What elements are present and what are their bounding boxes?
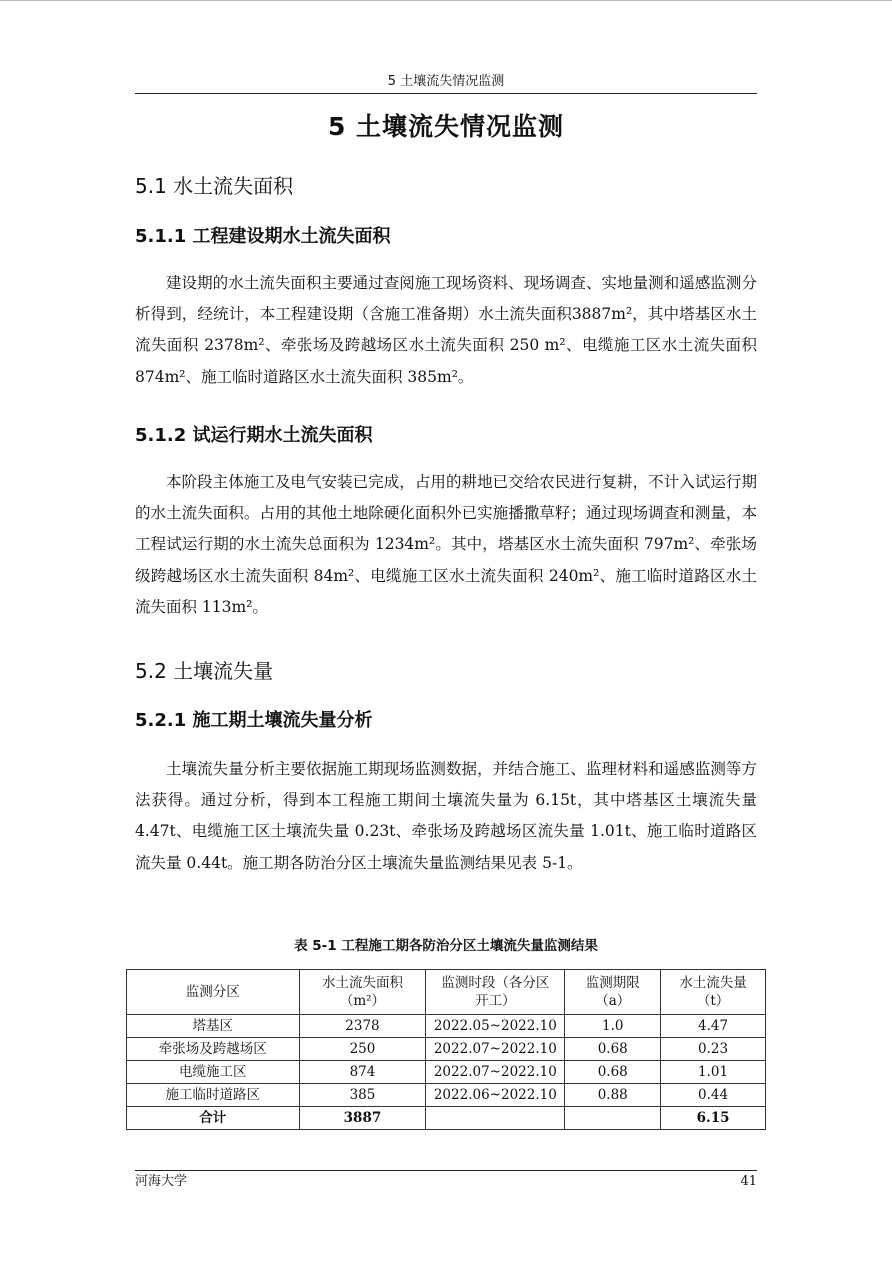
paragraph-soil-loss-analysis: 土壤流失量分析主要依据施工期现场监测数据，并结合施工、监理材料和遥感监测等方法获得。通过分析，得到本工程施工期间土壤流失量为 6.15t，其中塔基区土壤流失量 4.47t、电缆施工区土壤流失量 0.23t、牵张场及跨越场区流失量 1.01t、施工临时道路区流失量 0.44t。施工期各防治分区土壤流失量监测结果见表 5-1。 <box>135 760 757 872</box>
chapter-title: 5 土壤流失情况监测 <box>327 112 565 141</box>
page-top-border <box>0 0 892 1</box>
cell-total-label: 合计 <box>127 1107 300 1130</box>
section-heading-5-1-2: 5.1.2 试运行期水土流失面积 <box>135 425 373 446</box>
cell-loss: 0.23 <box>661 1038 766 1061</box>
cell-area: 385 <box>299 1084 426 1107</box>
section-heading-5-1-1: 5.1.1 工程建设期水土流失面积 <box>135 226 391 247</box>
header-rule <box>135 93 757 94</box>
cell-total-limit <box>565 1107 661 1130</box>
cell-loss: 1.01 <box>661 1061 766 1084</box>
cell-area: 874 <box>299 1061 426 1084</box>
cell-period: 2022.06~2022.10 <box>426 1084 565 1107</box>
paragraph-trial-operation-area: 本阶段主体施工及电气安装已完成，占用的耕地已交给农民进行复耕，不计入试运行期的水土流失面积。占用的其他土地除硬化面积外已实施播撒草籽；通过现场调查和测量，本工程试运行期的水土流失总面积为 1234m²。其中，塔基区水土流失面积 797m²、牵张场级跨越场区水土流失面积 84m²、电缆施工区水土流失面积 240m²、施工临时道路区水土流失面积 113m²。 <box>135 473 757 616</box>
footer-institution: 河海大学 <box>135 1174 188 1189</box>
header-loss: 水土流失量 （t） <box>661 970 766 1015</box>
section-heading-5-1: 5.1 水土流失面积 <box>135 174 294 198</box>
cell-limit: 1.0 <box>565 1015 661 1038</box>
running-header: 5 土壤流失情况监测 <box>387 74 505 89</box>
paragraph-construction-area: 建设期的水土流失面积主要通过查阅施工现场资料、现场调查、实地量测和遥感监测分析得到，经统计，本工程建设期（含施工准备期）水土流失面积3887m²，其中塔基区水土流失面积 2378m²、牵张场及跨越场区水土流失面积 250 m²、电缆施工区水土流失面积 874m²、施工临时道路区水土流失面积 385m²。 <box>135 274 757 386</box>
cell-loss: 4.47 <box>661 1015 766 1038</box>
cell-loss: 0.44 <box>661 1084 766 1107</box>
table-header-row <box>127 970 766 1015</box>
table-total-row <box>127 1107 766 1130</box>
cell-limit: 0.68 <box>565 1038 661 1061</box>
cell-total-period <box>426 1107 565 1130</box>
cell-limit: 0.68 <box>565 1061 661 1084</box>
footer-rule <box>135 1170 757 1171</box>
cell-zone: 牵张场及跨越场区 <box>127 1038 300 1061</box>
table-row <box>127 1038 766 1061</box>
cell-total-loss: 6.15 <box>661 1107 766 1130</box>
table-caption: 表 5-1 工程施工期各防治分区土壤流失量监测结果 <box>294 938 598 954</box>
header-limit: 监测期限 （a） <box>565 970 661 1015</box>
table-row <box>127 1015 766 1038</box>
section-heading-5-2: 5.2 土壤流失量 <box>135 659 274 683</box>
soil-loss-table <box>126 969 766 1130</box>
cell-period: 2022.07~2022.10 <box>426 1038 565 1061</box>
section-heading-5-2-1: 5.2.1 施工期土壤流失量分析 <box>135 710 373 731</box>
cell-period: 2022.07~2022.10 <box>426 1061 565 1084</box>
table-row <box>127 1061 766 1084</box>
cell-zone: 塔基区 <box>127 1015 300 1038</box>
table-row <box>127 1084 766 1107</box>
cell-total-area: 3887 <box>299 1107 426 1130</box>
cell-area: 250 <box>299 1038 426 1061</box>
cell-zone: 电缆施工区 <box>127 1061 300 1084</box>
page-number: 41 <box>740 1174 757 1189</box>
cell-limit: 0.88 <box>565 1084 661 1107</box>
cell-period: 2022.05~2022.10 <box>426 1015 565 1038</box>
header-period: 监测时段（各分区 开工） <box>426 970 565 1015</box>
header-area: 水土流失面积 （m²） <box>299 970 426 1015</box>
header-zone: 监测分区 <box>127 970 300 1015</box>
cell-area: 2378 <box>299 1015 426 1038</box>
cell-zone: 施工临时道路区 <box>127 1084 300 1107</box>
